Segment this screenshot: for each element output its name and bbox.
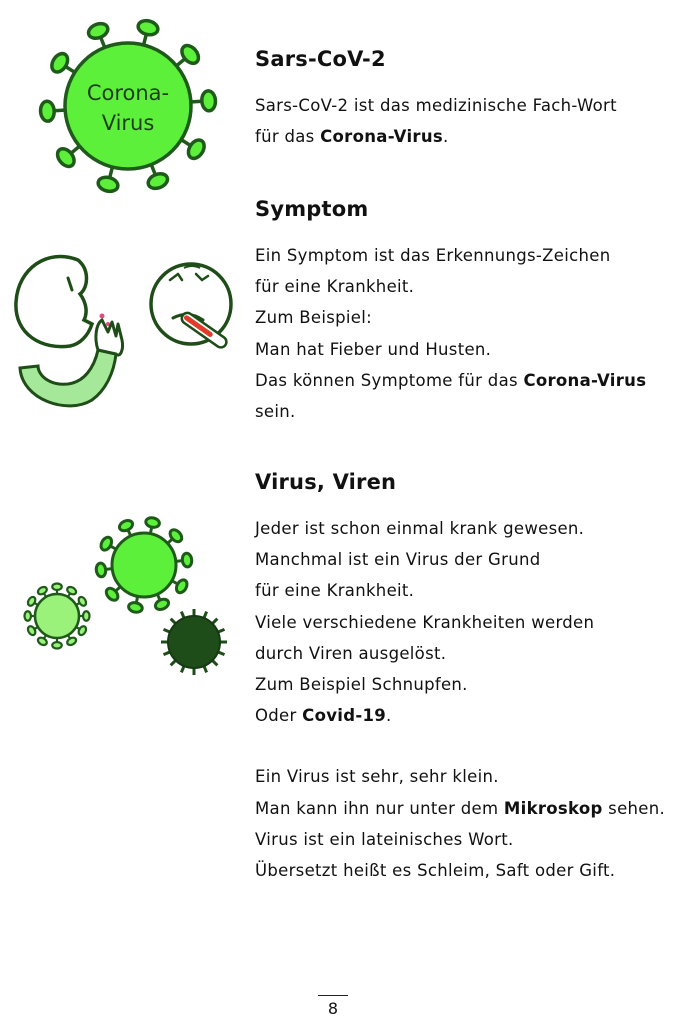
virus-spike-knob	[185, 137, 207, 161]
virus-spike-knob	[97, 175, 120, 193]
corona-virus-icon	[38, 14, 250, 196]
page-number-rule	[318, 995, 348, 996]
virus-spike-knob	[49, 51, 71, 75]
text-run: .	[386, 706, 392, 726]
virus-green	[112, 533, 176, 597]
coughing-person-head	[16, 256, 92, 346]
virus-spike-knob	[146, 171, 170, 191]
text-run: Man kann ihn nur unter dem	[255, 798, 504, 818]
virus-spike-knob	[66, 636, 77, 646]
text-run: durch Viren ausgelöst.	[255, 643, 447, 663]
virus-dark	[168, 616, 220, 668]
virus-spike-knob	[24, 611, 30, 621]
virus-spike-knob	[96, 563, 107, 578]
virus-spike-knob	[77, 625, 87, 636]
text-run: Jeder ist schon einmal krank gewesen.	[255, 519, 585, 538]
virus-spike-knob	[128, 601, 143, 613]
virus-spike-knob	[154, 597, 170, 611]
page-number: 8	[327, 999, 339, 1018]
text-line	[255, 669, 665, 700]
text-run: für eine Krankheit.	[255, 581, 415, 601]
text-line	[255, 793, 665, 824]
text-line	[255, 513, 665, 544]
text-line	[255, 575, 665, 606]
text-line	[255, 90, 617, 121]
virus-pale	[35, 594, 79, 638]
corona-virus-label-line2: Virus	[101, 111, 155, 135]
text-line	[255, 240, 646, 271]
text-run: Virus ist ein lateinisches Wort.	[255, 829, 514, 849]
text-run: Übersetzt heißt es Schleim, Saft oder Gift.	[255, 861, 616, 881]
text-line	[255, 638, 665, 669]
text-line	[255, 396, 646, 427]
entry-title-sars-cov-2: Sars-CoV-2	[255, 47, 386, 71]
text-run: Ein Virus ist sehr, sehr klein.	[255, 767, 499, 787]
text-line	[255, 334, 646, 365]
text-line	[255, 365, 646, 396]
bold-term: Corona-Virus	[523, 370, 647, 390]
hand	[96, 320, 123, 355]
virus-spike-knob	[99, 535, 114, 552]
virus-spike-knob	[26, 596, 36, 607]
text-line	[255, 855, 665, 886]
text-run: Man hat Fieber und Husten.	[255, 339, 492, 359]
virus-spike-knob	[26, 625, 36, 636]
virus-spike-knob	[66, 585, 77, 595]
text-line	[255, 271, 646, 302]
text-line	[255, 302, 646, 333]
text-run: Ein Symptom ist das Erkennungs-Zeichen	[255, 246, 611, 265]
virus-spike-knob	[145, 517, 160, 529]
virus-spike-knob	[174, 578, 189, 595]
text-run: sein.	[255, 402, 296, 422]
virus-spike-knob	[37, 585, 48, 595]
text-run: Manchmal ist ein Virus der Grund	[255, 550, 541, 570]
corona-virus-label-line1: Corona-	[86, 81, 170, 105]
text-run: sehen.	[602, 798, 666, 818]
text-run: Oder	[255, 706, 303, 726]
entry-title-symptom: Symptom	[255, 197, 369, 221]
text-run: für eine Krankheit.	[255, 277, 415, 297]
paragraph-gap	[255, 731, 665, 761]
text-run: Zum Beispiel:	[255, 308, 372, 328]
virus-spike-knob	[201, 90, 216, 111]
bold-term: Corona-Virus	[320, 127, 444, 147]
virus-spike-knob	[52, 583, 62, 589]
text-line	[255, 121, 617, 152]
entry-text-symptom	[255, 240, 646, 427]
virus-spike-knob	[77, 596, 87, 607]
entry-text-sars-cov-2	[255, 90, 617, 152]
text-run: Sars-CoV-2 ist das medizinische Fach-Wort	[255, 96, 617, 115]
virus-spike-knob	[52, 642, 62, 648]
text-line	[255, 544, 665, 575]
entry-title-virus-viren: Virus, Viren	[255, 470, 397, 494]
text-line	[255, 761, 665, 792]
text-run: Zum Beispiel Schnupfen.	[255, 675, 468, 695]
bold-term: Mikroskop	[503, 798, 603, 818]
virus-spike-knob	[118, 519, 134, 533]
bold-term: Covid-19	[302, 706, 387, 726]
virus-spike-knob	[83, 611, 89, 621]
text-line	[255, 700, 665, 731]
virus-spike-knob	[37, 636, 48, 646]
viruses-icon	[20, 515, 240, 685]
virus-spike-knob	[137, 19, 160, 37]
entry-text-virus-viren	[255, 513, 665, 886]
text-run: für das	[255, 127, 321, 147]
virus-spike-knob	[86, 21, 110, 41]
text-line	[255, 607, 665, 638]
text-line	[255, 824, 665, 855]
virus-spike-knob	[182, 553, 193, 568]
virus-spike-knob	[40, 101, 55, 122]
text-run: Viele verschiedene Krankheiten werden	[255, 612, 595, 632]
text-run: Das können Symptome für das	[255, 370, 524, 390]
arm-sleeve	[20, 350, 116, 406]
feverish-face	[151, 264, 231, 344]
text-run: .	[443, 127, 449, 147]
sick-people-icon	[8, 250, 244, 415]
